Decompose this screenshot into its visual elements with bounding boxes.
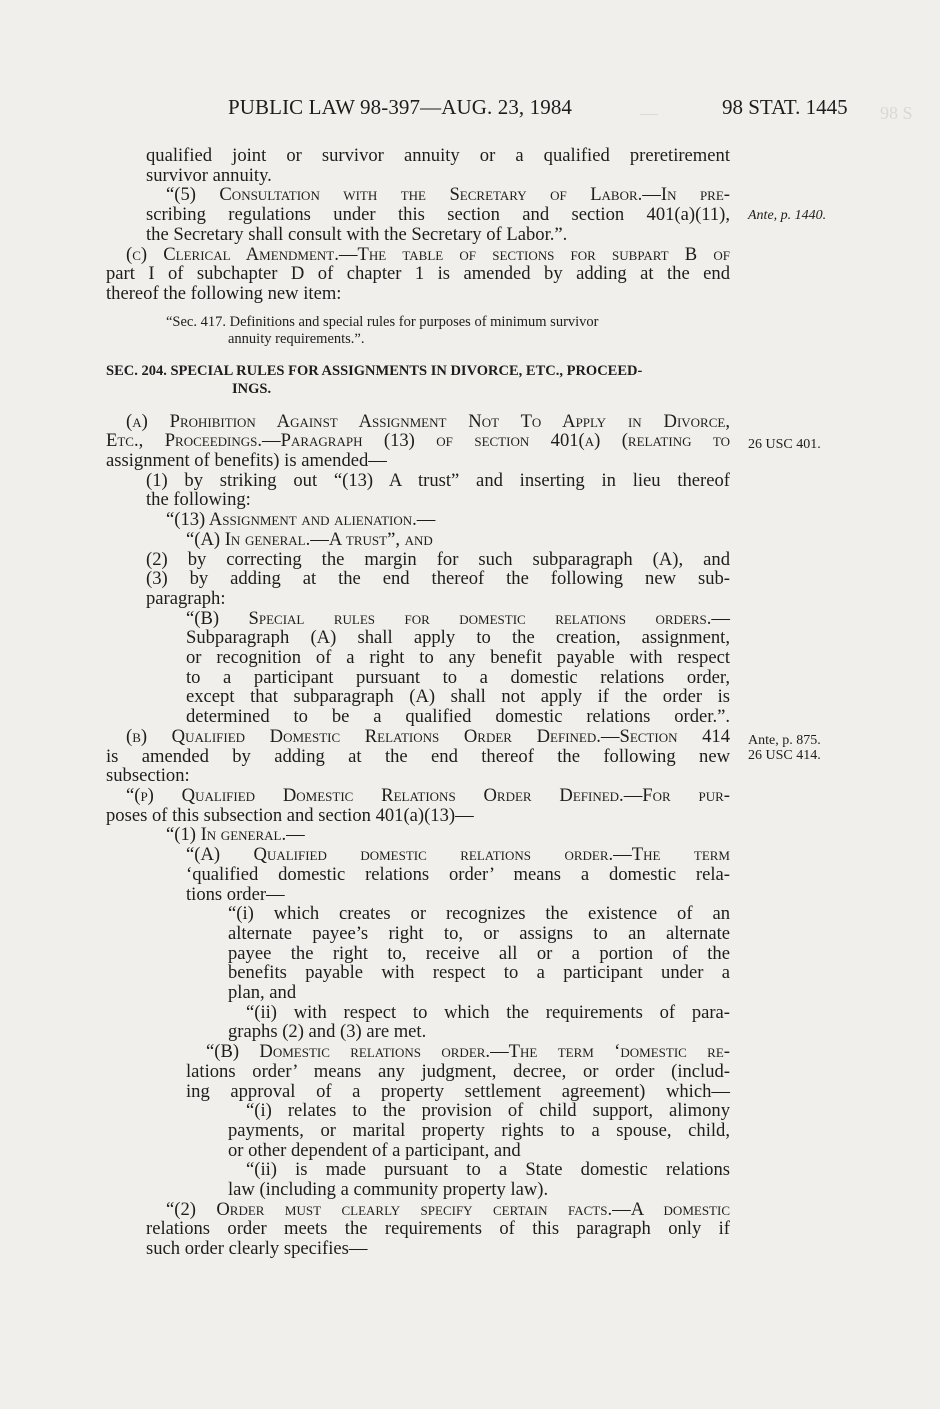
text-line: “(A) Qualified domestic relations order.—The term xyxy=(186,844,730,866)
text-line: “(i) which creates or recognizes the existence of an xyxy=(228,903,730,925)
text-line: benefits payable with respect to a participant under a xyxy=(228,962,730,984)
text-line: (a) Prohibition Against Assignment Not To Apply in Divorce, xyxy=(126,410,730,432)
text-line: is amended by adding at the end thereof the following new xyxy=(106,745,730,767)
text-line: “(i) relates to the provision of child support, alimony xyxy=(246,1100,730,1122)
text-line: relations order meets the requirements of this paragraph only if xyxy=(146,1218,730,1240)
text-line: alternate payee’s right to, or assigns to an alternate xyxy=(228,922,730,944)
text-line: subsection: xyxy=(106,765,190,787)
text-line: law (including a community property law). xyxy=(228,1179,549,1201)
text-line: or recognition of a right to any benefit payable with respect xyxy=(186,647,730,669)
text-line: “(2) Order must clearly specify certain facts.—A domestic xyxy=(166,1198,730,1220)
text-line: the following: xyxy=(146,489,251,511)
text-line: “(1) In general.— xyxy=(166,824,305,846)
header-stat-page: 98 STAT. 1445 xyxy=(722,95,848,119)
text-line: “(B) Domestic relations order.—The term ‘domestic re- xyxy=(206,1041,730,1063)
text-line: (b) Qualified Domestic Relations Order Defined.—Section 414 xyxy=(126,725,730,747)
text-line: “(B) Special rules for domestic relations orders.— xyxy=(186,607,730,629)
text-line: “(ii) is made pursuant to a State domestic relations xyxy=(246,1159,730,1181)
text-line: plan, and xyxy=(228,982,297,1004)
text-line: or other dependent of a participant, and xyxy=(228,1139,521,1161)
margin-note: 26 USC 401. xyxy=(748,437,821,452)
text-line: (3) by adding at the end thereof the following new sub- xyxy=(146,568,730,590)
text-line: “(5) Consultation with the Secretary of Labor.—In pre- xyxy=(166,184,730,206)
text-line: “(13) Assignment and alienation.— xyxy=(166,509,436,531)
page-header xyxy=(0,95,940,125)
body-text xyxy=(106,146,730,1259)
text-line: thereof the following new item: xyxy=(106,282,342,304)
text-line: to a participant pursuant to a domestic relations order, xyxy=(186,666,730,688)
text-line: the Secretary shall consult with the Secretary of Labor.”. xyxy=(146,223,568,245)
text-line: scribing regulations under this section and section 401(a)(11), xyxy=(146,204,730,226)
header-citation: PUBLIC LAW 98-397—AUG. 23, 1984 xyxy=(228,95,573,119)
text-line: Subparagraph (A) shall apply to the creation, assignment, xyxy=(186,627,730,649)
toc-item: “Sec. 417. Definitions and special rules for purposes of minimum survivor xyxy=(166,313,599,330)
margin-note: 26 USC 414. xyxy=(748,748,821,763)
text-line: ing approval of a property settlement agreement) which— xyxy=(186,1080,730,1102)
text-line: tions order— xyxy=(186,883,285,905)
text-line: payee the right to, receive all or a portion of the xyxy=(228,942,730,964)
text-line: qualified joint or survivor annuity or a qualified preretirement xyxy=(146,145,730,166)
text-line: assignment of benefits) is amended— xyxy=(106,450,387,472)
text-line: payments, or marital property rights to a spouse, child, xyxy=(228,1119,730,1141)
text-line: part I of subchapter D of chapter 1 is amended by adding at the end xyxy=(106,263,730,285)
text-line: “(p) Qualified Domestic Relations Order Defined.—For pur- xyxy=(126,784,730,806)
text-line: “(ii) with respect to which the requirements of para- xyxy=(246,1001,730,1023)
text-line: (c) Clerical Amendment.—The table of sections for subpart B of xyxy=(126,243,730,265)
margin-note: Ante, p. 1440. xyxy=(748,208,827,223)
text-line: such order clearly specifies— xyxy=(146,1238,368,1260)
toc-item: annuity requirements.”. xyxy=(228,330,365,347)
text-line: paragraph: xyxy=(146,587,226,609)
section-heading: SEC. 204. SPECIAL RULES FOR ASSIGNMENTS IN DIVORCE, ETC., PROCEED- xyxy=(106,362,643,379)
text-line: Etc., Proceedings.—Paragraph (13) of section 401(a) (relating to xyxy=(106,430,730,452)
text-line: determined to be a qualified domestic relations order.”. xyxy=(186,706,730,728)
text-line: (2) by correcting the margin for such subparagraph (A), and xyxy=(146,548,730,570)
text-line: (1) by striking out “(13) A trust” and inserting in lieu thereof xyxy=(146,469,730,491)
text-line: lations order’ means any judgment, decree, or order (includ- xyxy=(186,1060,730,1082)
section-heading: INGS. xyxy=(232,380,272,397)
text-line: survivor annuity. xyxy=(146,164,272,186)
document-page: — 98 S PUBLIC LAW 98-397—AUG. 23, 1984 98 STAT. 1445 qualified joint or survivor annuity or a qualified preretirement survivor annuity. “(5) Consultation with the Secretary of Labor.—In pre- scribing regulations under this section and section 401(a)(11), the Secretary shall consult with the Secretary of Labor.”. (c) Clerical Amendment.—The table of sections for subpart B of part I of subchapter D of chapter 1 is amended by adding at the end thereof the following new item: “Sec. 417. Definitions and special rules for purposes of minimum survivor annuity requirements.”. SEC. 204. SPECIAL RULES FOR ASSIGNMENTS IN DIVORCE, ETC., PROCEED- INGS. (a) Prohibition Against Assignment Not To Apply in Divorce, Etc., Proceedings.—Paragraph (13) of section 401(a) (relating to assignment of benefits) is amended— (1) by striking out “(13) A trust” and inserting in lieu thereof the following: “(13) Assignment and alienation.— “(A) In general.—A trust”, and (2) by correcting the margin for such subparagraph (A), and (3) by adding at the end thereof the following new sub- paragraph: “(B) Special rules for domestic relations orders.— Subparagraph (A) shall apply to the creation, assignment, or recognition of a right to any benefit payable with respect to a participant pursuant to a domestic relations order, except that subparagraph (A) shall not apply if the order is determined to be a qualified domestic relations order.”. (b) Qualified Domestic Relations Order Defined.—Section 414 is amended by adding at the end thereof the following new subsection: “(p) Qualified Domestic Relations Order Defined.—For pur- poses of this subsection and section 401(a)(13)— “(1) In general.— “(A) Qualified domestic relations order.—The term ‘qualified domestic relations order’ means a domestic rela- tions order— “(i) which creates or recognizes the existence of an alternate payee’s right to, or assigns to an alternate payee the right to, receive all or a portion of the benefits payable with respect to a participant under a plan, and “(ii) with respect to which the requirements of para- graphs (2) and (3) are met. “(B) Domestic relations order.—The term ‘domestic re- lations order’ means any judgment, decree, or order (includ- ing approval of a property settlement agreement) which— “(i) relates to the provision of child support, alimony payments, or marital property rights to a spouse, child, or other dependent of a participant, and “(ii) is made pursuant to a State domestic relations law (including a community property law). “(2) Order must clearly specify certain facts.—A domestic relations order meets the requirements of this paragraph only if such order clearly specifies— Ante, p. 1440. 26 USC 401. Ante, p. 875. 26 USC 414. xyxy=(0,0,940,1409)
text-line: ‘qualified domestic relations order’ means a domestic rela- xyxy=(186,863,730,885)
text-line: except that subparagraph (A) shall not apply if the order is xyxy=(186,686,730,708)
text-line: graphs (2) and (3) are met. xyxy=(228,1021,427,1043)
margin-note: Ante, p. 875. xyxy=(748,733,821,748)
text-line: “(A) In general.—A trust”, and xyxy=(186,528,433,550)
text-line: poses of this subsection and section 401(a)(13)— xyxy=(106,804,474,826)
